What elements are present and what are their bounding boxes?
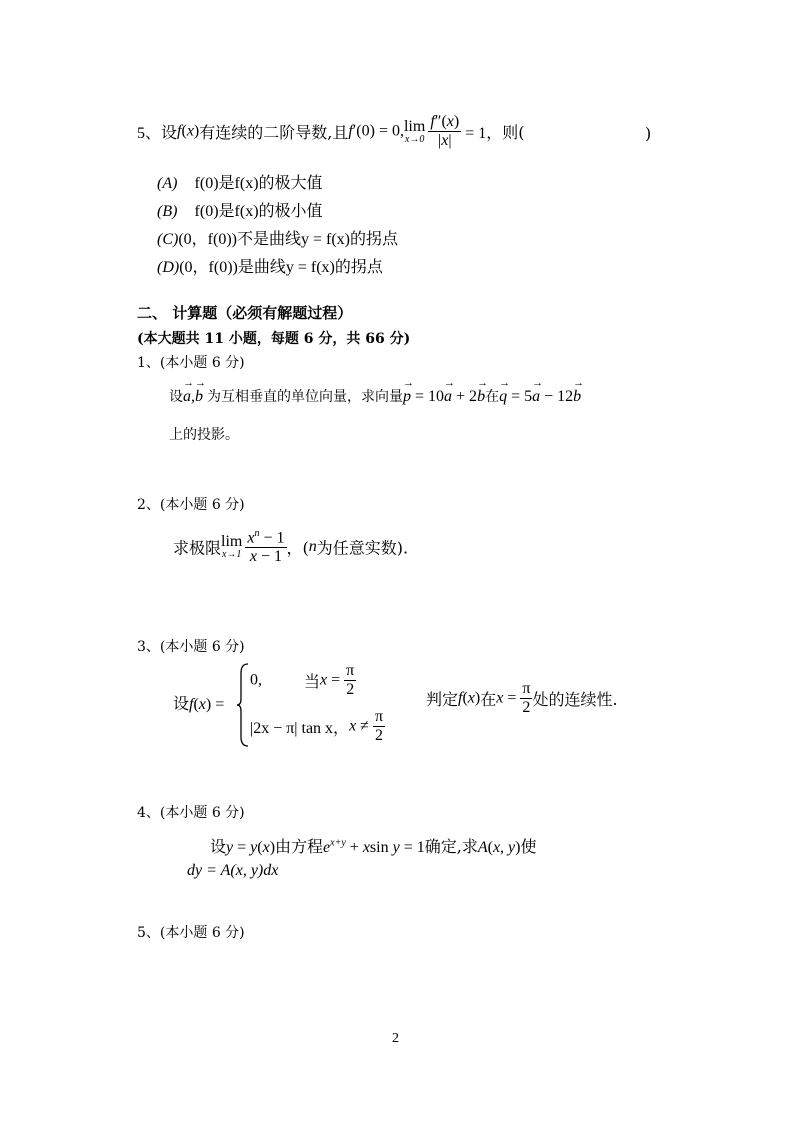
fraction: $\frac{x^n - 1}{x - 1}$ [247, 528, 285, 566]
problem-4-text: 设y = y(x)由方程$e^{x+y} + xsin$ y = 1确定,求A(x, y)使 [210, 837, 537, 856]
problem-3-lhs: 设f(x) = [173, 694, 225, 713]
choice-5-stem: 5、设f(x)有连续的二阶导数,且f′(0) = 0,lim x→0 $\frac{f''(x)}{|x|}$ = 1，则( [137, 113, 525, 149]
page-number: 2 [392, 1031, 399, 1046]
piecewise-brace [236, 663, 250, 747]
problem-1-text: 设→ a,→ b 为互相垂直的单位向量，求向量→ p = 10→ a + 2→ b在→ q = 5→ a − 12→ b [169, 386, 581, 406]
option-c: (C)(0，f(0))不是曲线y = f(x)的拐点 [157, 231, 398, 248]
option-a: (A) f(0)是f(x)的极大值 [157, 175, 323, 192]
option-b: (B) f(0)是f(x)的极小值 [157, 203, 323, 220]
problem-4-text-line2: dy = A(x, y)dx [187, 862, 279, 879]
fraction: $\frac{\pi}{2}$ [522, 680, 531, 716]
problem-5-label: 5、(本小题 6 分) [137, 925, 245, 941]
section-heading: 二、 计算题（必须有解题过程） [137, 304, 353, 322]
fraction: $\frac{\pi}{2}$ [346, 662, 355, 698]
problem-3-question: 判定f(x)在x = $\frac{\pi}{2}$ 处的连续性. [426, 680, 618, 716]
fraction: $\frac{f''(x)}{|x|}$ [430, 113, 460, 149]
limit-operator: lim x→1 [221, 533, 243, 561]
fraction: $\frac{\pi}{2}$ [374, 708, 384, 744]
problem-1-label: 1、(本小题 6 分) [137, 355, 245, 371]
case-2: |2x − π| tan x，x ≠ $\frac{\pi}{2}$ [250, 708, 384, 744]
problem-3-label: 3、(本小题 6 分) [137, 639, 245, 655]
problem-4-label: 4、(本小题 6 分) [137, 805, 245, 821]
choice-5-close-paren: ) [645, 124, 652, 143]
problem-2-text: 求极限lim x→1 $\frac{x^n - 1}{x - 1}$ ，(n为任意实数). [173, 528, 409, 566]
case-1: 0, 当x = $\frac{\pi}{2}$ [250, 662, 355, 698]
option-d: (D)(0，f(0))是曲线y = f(x)的拐点 [157, 259, 383, 276]
limit-operator: lim x→0 [403, 117, 426, 145]
problem-1-text-line2: 上的投影。 [169, 427, 239, 443]
section-subheading: (本大题共 11 小题，每题 6 分，共 66 分) [137, 331, 411, 347]
problem-2-label: 2、(本小题 6 分) [137, 497, 245, 513]
choice-5-number: 5、 [137, 125, 162, 142]
